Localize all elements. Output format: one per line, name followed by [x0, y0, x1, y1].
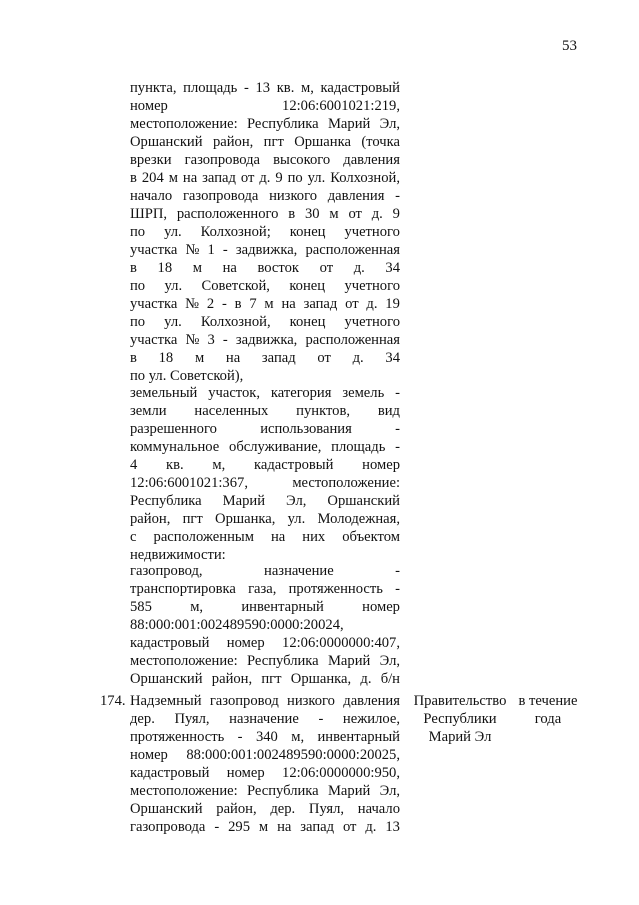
deadline	[516, 692, 580, 728]
text-line: с расположенным на них объектом	[130, 529, 400, 545]
text-line: по ул. Советской, конец учетного	[130, 278, 400, 294]
text-line: в течение	[518, 693, 578, 709]
text-line: местоположение: Республика Марий Эл,	[130, 116, 400, 132]
pipeline-block	[130, 562, 400, 688]
text-line: протяженность - 340 м, инвентарный	[130, 729, 400, 745]
responsible-party	[411, 692, 509, 746]
text-line: Оршанский район, пгт Оршанка, д. б/н	[130, 671, 400, 687]
text-line: Оршанский район, пгт Оршанка (точка	[130, 134, 400, 150]
text-line: недвижимости:	[130, 547, 226, 563]
text-line: транспортировка газа, протяженность -	[130, 581, 400, 597]
text-line: номер 88:000:001:002489590:0000:20025,	[130, 747, 400, 763]
text-line: по ул. Колхозной; конец учетного	[130, 224, 400, 240]
continuation-block	[130, 79, 400, 385]
text-line: в 18 м на запад от д. 34	[130, 350, 400, 366]
text-line: коммунальное обслуживание, площадь -	[130, 439, 400, 455]
text-line: 585 м, инвентарный номер	[130, 599, 400, 615]
text-line: газопровода - 295 м на запад от д. 13	[130, 819, 400, 835]
text-line: местоположение: Республика Марий Эл,	[130, 783, 400, 799]
land-plot-block	[130, 384, 400, 564]
text-line: 88:000:001:002489590:0000:20024,	[130, 617, 344, 633]
text-line: в 204 м на запад от д. 9 по ул. Колхозной,	[130, 170, 400, 186]
text-line: в 18 м на восток от д. 34	[130, 260, 400, 276]
text-line: по ул. Колхозной, конец учетного	[130, 314, 400, 330]
text-line: дер. Пуял, назначение - нежилое,	[130, 711, 400, 727]
text-line: года	[534, 711, 562, 727]
text-line: Республика Марий Эл, Оршанский	[130, 493, 400, 509]
text-line: кадастровый номер 12:06:0000000:407,	[130, 635, 400, 651]
text-line: местоположение: Республика Марий Эл,	[130, 653, 400, 669]
text-line: врезки газопровода высокого давления	[130, 152, 400, 168]
text-line: участка № 2 - в 7 м на запад от д. 19	[130, 296, 400, 312]
text-line: начало газопровода низкого давления -	[130, 188, 400, 204]
text-line: участка № 3 - задвижка, расположенная	[130, 332, 400, 348]
text-line: ШРП, расположенного в 30 м от д. 9	[130, 206, 400, 222]
text-line: земли населенных пунктов, вид	[130, 403, 400, 419]
item-description	[130, 692, 400, 836]
text-line: земельный участок, категория земель -	[130, 385, 400, 401]
item-number: 174.	[100, 693, 126, 709]
text-line: 4 кв. м, кадастровый номер	[130, 457, 400, 473]
text-line: 12:06:6001021:367, местоположение:	[130, 475, 400, 491]
text-line: разрешенного использования -	[130, 421, 400, 437]
text-line: Оршанский район, дер. Пуял, начало	[130, 801, 400, 817]
text-line: по ул. Советской),	[130, 368, 244, 384]
text-line: газопровод, назначение -	[130, 563, 400, 579]
text-line: Правительство	[413, 693, 507, 709]
text-line: номер 12:06:6001021:219,	[130, 98, 400, 114]
text-line: Республики	[423, 711, 497, 727]
page-number: 53	[562, 38, 577, 54]
text-line: кадастровый номер 12:06:0000000:950,	[130, 765, 400, 781]
text-line: участка № 1 - задвижка, расположенная	[130, 242, 400, 258]
text-line: пункта, площадь - 13 кв. м, кадастровый	[130, 80, 400, 96]
text-line: Марий Эл	[428, 729, 492, 745]
text-line: Надземный газопровод низкого давления	[130, 693, 400, 709]
text-line: район, пгт Оршанка, ул. Молодежная,	[130, 511, 400, 527]
